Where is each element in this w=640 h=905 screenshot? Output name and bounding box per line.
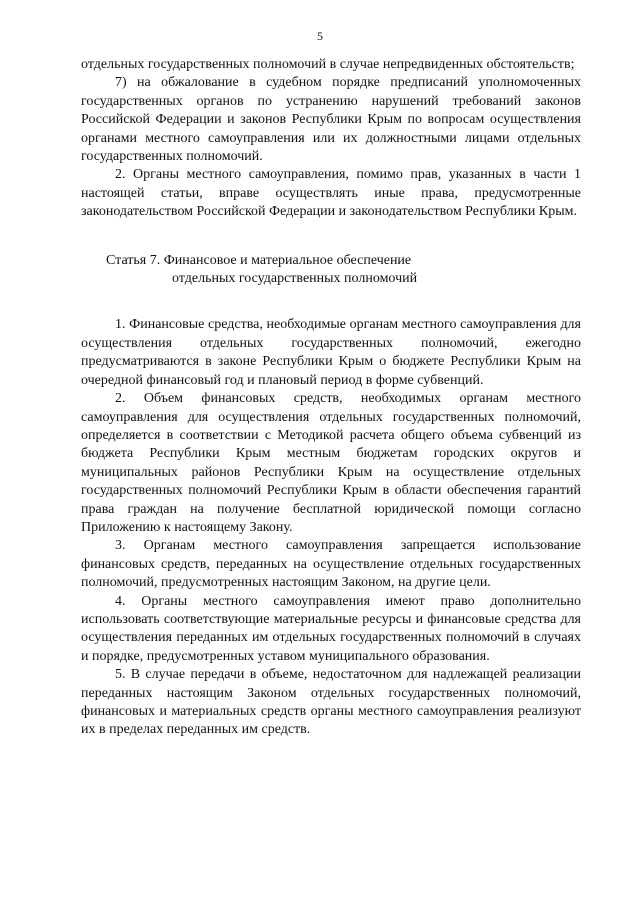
article-paragraph-1: 1. Финансовые средства, необходимые органам местного самоуправления для осуществления отдельных государственных полномочий, ежегодно предусматриваются в законе Республики Крым о бюджете Республики Крым на очередной финансовый год и плановый период в форме субвенций. bbox=[81, 317, 581, 388]
article-heading-line-2: отдельных государственных полномочий bbox=[172, 271, 418, 287]
page-number: 5 bbox=[317, 29, 323, 43]
article-heading-line-1: Статья 7. Финансовое и материальное обеспечение bbox=[106, 252, 412, 268]
paragraph-item-7: 7) на обжалование в судебном порядке предписаний уполномоченных государственных органов по устранению нарушений требований законов Российской Федерации и законов Республики Крым по вопросам осуществления органами местного самоуправления или их должностными лицами отдельных государственных полномочий. bbox=[81, 75, 581, 165]
article-paragraph-4: 4. Органы местного самоуправления имеют право дополнительно использовать соответствующие материальные ресурсы и финансовые средства для осуществления переданных им отдельных государственных полномочий в случаях и порядке, предусмотренных уставом муниципального образования. bbox=[81, 593, 581, 664]
paragraph-continuation: отдельных государственных полномочий в случае непредвиденных обстоятельств; bbox=[81, 57, 575, 72]
article-heading bbox=[81, 252, 581, 289]
article-paragraph-5: 5. В случае передачи в объеме, недостаточном для надлежащей реализации переданных настоящим Законом отдельных государственных полномочий, финансовых и материальных средств органы местного самоуправления реализуют их в пределах переданных им средств. bbox=[81, 667, 581, 738]
paragraph-part-2: 2. Органы местного самоуправления, помимо прав, указанных в части 1 настоящей статьи, вправе осуществлять иные права, предусмотренные законодательством Российской Федерации и законодательством Республики Крым. bbox=[81, 167, 581, 220]
document-body bbox=[81, 56, 581, 740]
article-paragraph-3: 3. Органам местного самоуправления запрещается использование финансовых средств, переданных на осуществление отдельных государственных полномочий, предусмотренных настоящим Законом, на другие цели. bbox=[81, 538, 581, 591]
article-paragraph-2: 2. Объем финансовых средств, необходимых органам местного самоуправления для осуществления отдельных государственных полномочий, определяется в соответствии с Методикой расчета общего объема субвенций из бюджета Республики Крым местным бюджетам городских округов и муниципальных районов Республики Крым на осуществление отдельных государственных полномочий Республики Крым в области обеспечения гарантий права граждан на получение бесплатной юридической помощи согласно Приложению к настоящему Закону. bbox=[81, 391, 581, 535]
